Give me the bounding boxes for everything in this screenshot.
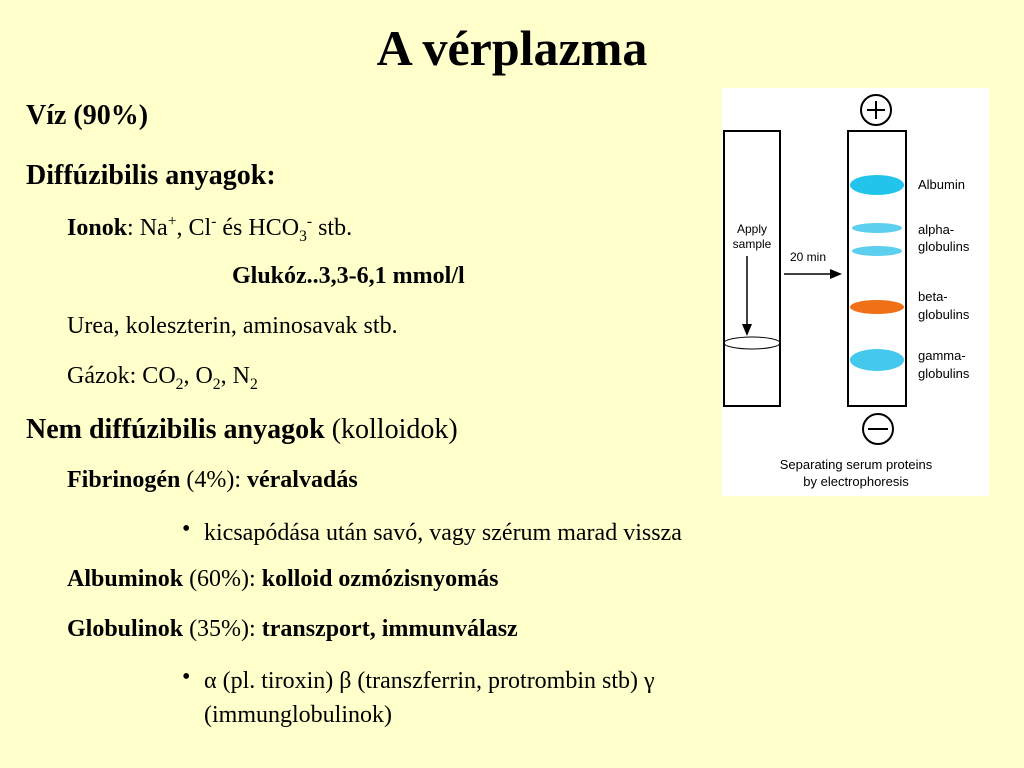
- time-label: 20 min: [789, 250, 827, 264]
- bullet-dot: •: [182, 664, 191, 690]
- albumin-label: Albumin: [918, 177, 965, 192]
- alpha-label-2: globulins: [918, 239, 970, 254]
- electrophoresis-figure: [722, 88, 989, 496]
- bullet-dot: •: [182, 516, 191, 542]
- figure-caption-2: by electrophoresis: [803, 474, 909, 489]
- globulin-bullet-text-1: α (pl. tiroxin) β (transzferrin, protrombin stb) γ: [204, 668, 655, 694]
- sample-tube: [724, 131, 780, 406]
- beta-label-2: globulins: [918, 307, 970, 322]
- right-arrow-icon: [830, 269, 842, 279]
- non-diffusible-header: Nem diffúzibilis anyagok (kolloidok): [26, 414, 458, 445]
- gamma-globulin-band: [850, 349, 904, 371]
- slide-title: A vérplazma: [376, 20, 648, 76]
- beta-label-1: beta-: [918, 289, 948, 304]
- electrophoresis-diagram: [722, 88, 989, 496]
- apply-sample-label-1: Apply: [736, 222, 768, 236]
- figure-caption-1: Separating serum proteins: [779, 457, 933, 472]
- globulin-bullet-text-2: (immunglobulinok): [204, 702, 392, 728]
- sample-disc: [724, 337, 780, 349]
- alpha-label-1: alpha-: [918, 222, 955, 237]
- glucose-line: Glukóz..3,3-6,1 mmol/l: [232, 263, 465, 289]
- albumin-band: [850, 175, 904, 195]
- gamma-label-1: gamma-: [918, 348, 966, 363]
- ions-line: Ionok: Na+, Cl- és $HCO_3^-$ stb.: [67, 213, 353, 245]
- alpha-globulin-band-2: [852, 246, 902, 256]
- apply-sample-label-2: sample: [732, 237, 772, 251]
- water-line: Víz (90%): [26, 100, 149, 131]
- diffusible-header: Diffúzibilis anyagok:: [26, 160, 276, 191]
- beta-globulin-band: [850, 300, 904, 314]
- alpha-globulin-band-1: [852, 223, 902, 233]
- gases-line: Gázok: $CO_2$, $O_2$, $N_2$: [67, 363, 258, 393]
- serum-bullet-text: kicsapódása után savó, vagy szérum marad vissza: [204, 520, 682, 546]
- globulin-line: Globulinok (35%): transzport, immunválasz: [67, 616, 518, 642]
- gamma-label-2: globulins: [918, 366, 970, 381]
- albumin-line: Albuminok (60%): kolloid ozmózisnyomás: [67, 566, 499, 592]
- down-arrow-icon: [742, 324, 752, 336]
- urea-line: Urea, koleszterin, aminosavak stb.: [67, 313, 398, 339]
- fibrinogen-line: Fibrinogén (4%): véralvadás: [67, 467, 358, 493]
